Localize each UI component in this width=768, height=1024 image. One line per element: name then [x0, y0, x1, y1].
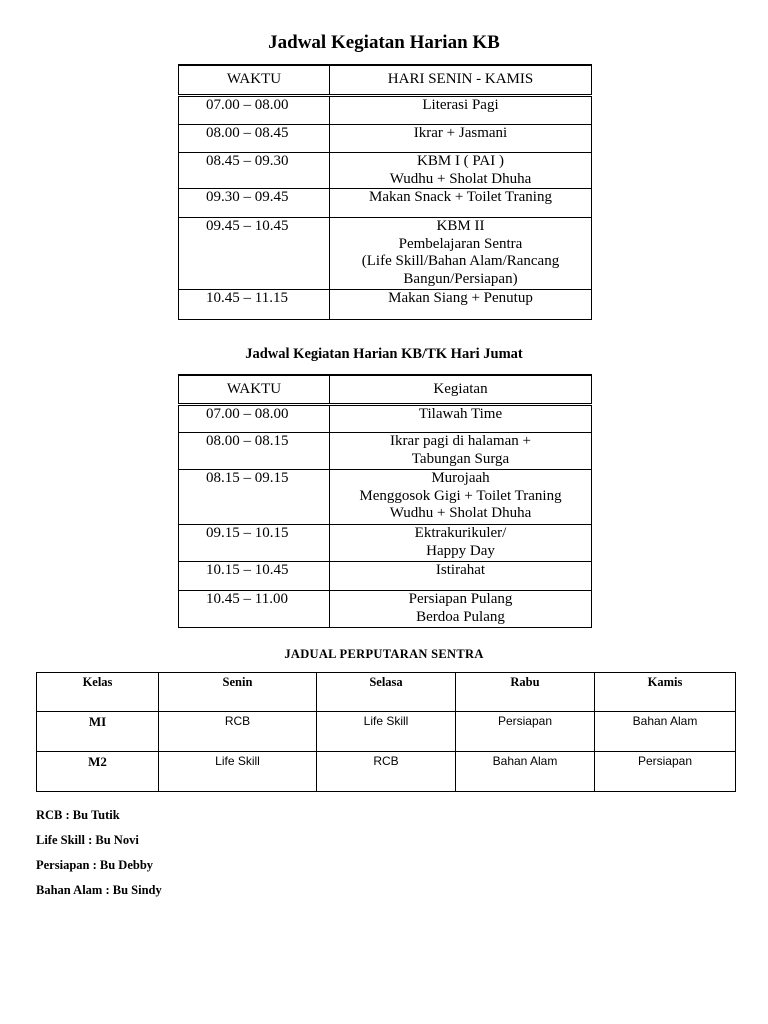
weekday-schedule-table [178, 64, 592, 320]
activity-line: Makan Snack + Toilet Traning [369, 189, 552, 205]
sentra-cell: RCB [317, 752, 456, 792]
activity-line: Tilawah Time [418, 406, 503, 422]
activity-line: Happy Day [426, 542, 495, 559]
sentra-cell: Life Skill [317, 712, 456, 752]
activity-line: Berdoa Pulang [416, 608, 505, 625]
activity-line: Istirahat [435, 562, 486, 578]
time-cell: 07.00 – 08.00 [179, 405, 330, 433]
rotation-header-cell: Kamis [595, 673, 736, 712]
sentra-rotation-table [36, 672, 736, 792]
schedule-row [179, 591, 592, 628]
time-cell: 09.15 – 10.15 [179, 525, 330, 562]
activity-cell [330, 405, 592, 433]
rotation-header-cell: Kelas [37, 673, 159, 712]
time-cell: 09.30 – 09.45 [179, 189, 330, 218]
schedule-row [179, 153, 592, 189]
rotation-row [37, 752, 736, 792]
activity-cell [330, 470, 592, 525]
schedule-row [179, 125, 592, 153]
sentra-cell: RCB [159, 712, 317, 752]
sentra-cell: Persiapan [595, 752, 736, 792]
time-cell: 07.00 – 08.00 [179, 96, 330, 125]
activity-cell [330, 525, 592, 562]
header-row [179, 65, 592, 96]
schedule-row [179, 96, 592, 125]
activity-line: Persiapan Pulang [408, 591, 513, 607]
teacher-persiapan: Persiapan : Bu Debby [36, 858, 154, 872]
time-cell: 10.15 – 10.45 [179, 562, 330, 591]
activity-line: Ektrakurikuler/ [414, 525, 507, 541]
header-time: WAKTU [179, 65, 330, 96]
activity-line: Murojaah [431, 470, 490, 486]
header-row [179, 375, 592, 405]
activity-cell [330, 96, 592, 125]
class-cell: MI [37, 712, 159, 752]
activity-line: Wudhu + Sholat Dhuha [389, 170, 532, 187]
schedule-row [179, 433, 592, 470]
header-time: WAKTU [179, 375, 330, 405]
activity-line: Ikrar + Jasmani [413, 125, 508, 141]
activity-cell [330, 290, 592, 320]
time-cell: 08.00 – 08.45 [179, 125, 330, 153]
main-schedule-title: Jadwal Kegiatan Harian KB [268, 32, 500, 53]
schedule-row [179, 525, 592, 562]
schedule-row [179, 562, 592, 591]
activity-cell [330, 125, 592, 153]
activity-cell [330, 433, 592, 470]
rotation-row [37, 712, 736, 752]
rotation-header-cell: Senin [159, 673, 317, 712]
time-cell: 09.45 – 10.45 [179, 218, 330, 290]
schedule-row [179, 218, 592, 290]
schedule-row [179, 470, 592, 525]
friday-schedule-title: Jadwal Kegiatan Harian KB/TK Hari Jumat [245, 346, 523, 362]
activity-line: Ikrar pagi di halaman + [390, 433, 531, 449]
activity-cell [330, 218, 592, 290]
activity-cell [330, 153, 592, 189]
schedule-row [179, 189, 592, 218]
rotation-header-cell: Rabu [456, 673, 595, 712]
activity-line: (Life Skill/Bahan Alam/Rancang [361, 253, 560, 269]
activity-line: KBM I ( PAI ) [417, 153, 504, 169]
class-cell: M2 [37, 752, 159, 792]
teacher-rcb: RCB : Bu Tutik [36, 808, 120, 822]
activity-line: Menggosok Gigi + Toilet Traning [359, 487, 562, 504]
sentra-cell: Persiapan [456, 712, 595, 752]
schedule-row [179, 405, 592, 433]
sentra-cell: Bahan Alam [456, 752, 595, 792]
teacher-bahan-alam: Bahan Alam : Bu Sindy [36, 883, 162, 897]
sentra-cell: Life Skill [159, 752, 317, 792]
time-cell: 08.15 – 09.15 [179, 470, 330, 525]
rotation-header-row [37, 673, 736, 712]
rotation-header-cell: Selasa [317, 673, 456, 712]
header-activity: Kegiatan [330, 375, 592, 405]
activity-line: KBM II [436, 218, 485, 234]
activity-line: Bangun/Persiapan) [403, 270, 518, 287]
activity-cell [330, 189, 592, 218]
activity-cell [330, 562, 592, 591]
time-cell: 10.45 – 11.00 [179, 591, 330, 628]
rotation-title: JADUAL PERPUTARAN SENTRA [284, 647, 484, 661]
activity-line: Wudhu + Sholat Dhuha [389, 505, 532, 521]
activity-cell [330, 591, 592, 628]
schedule-row [179, 290, 592, 320]
sentra-cell: Bahan Alam [595, 712, 736, 752]
activity-line: Makan Siang + Penutup [388, 290, 533, 306]
time-cell: 10.45 – 11.15 [179, 290, 330, 320]
teacher-life-skill: Life Skill : Bu Novi [36, 833, 139, 847]
friday-schedule-table [178, 374, 592, 628]
activity-line: Literasi Pagi [422, 97, 499, 113]
time-cell: 08.45 – 09.30 [179, 153, 330, 189]
activity-line: Pembelajaran Sentra [398, 235, 523, 252]
activity-line: Tabungan Surga [411, 450, 510, 467]
time-cell: 08.00 – 08.15 [179, 433, 330, 470]
header-activity: HARI SENIN - KAMIS [330, 65, 592, 96]
